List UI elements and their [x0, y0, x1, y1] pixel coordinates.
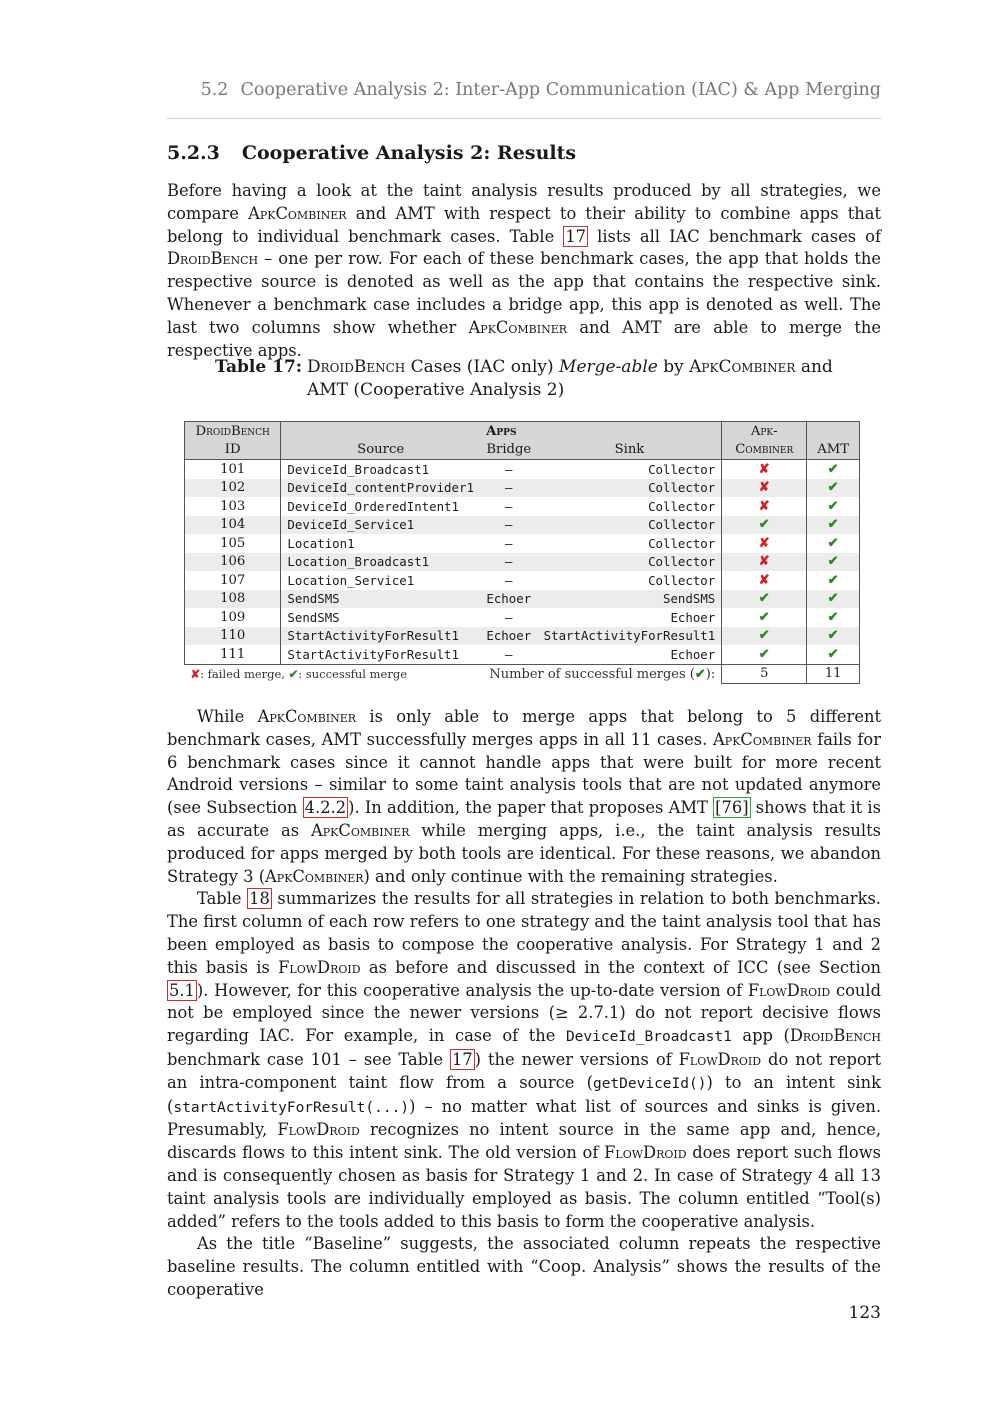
- cell-sink: Collector: [538, 479, 722, 498]
- cell-sink: Echoer: [538, 645, 722, 664]
- table-row: [185, 571, 860, 590]
- cell-amt: ✔: [807, 590, 860, 609]
- cell-source: DeviceId_OrderedIntent1: [287, 498, 459, 514]
- cell-source: Location_Service1: [287, 572, 415, 588]
- cell-bridge: —: [505, 572, 513, 588]
- subsection-heading: [167, 142, 576, 164]
- cell-bridge: —: [505, 535, 513, 551]
- cell-bridge: —: [480, 553, 538, 572]
- col-header-sink: Sink: [538, 441, 722, 460]
- cell-id: 106: [185, 553, 281, 572]
- apk-success-count: 5: [722, 664, 807, 684]
- cell-source: SendSMS: [287, 609, 340, 625]
- cell-sink: StartActivityForResult1: [538, 627, 722, 646]
- header-section-title: Cooperative Analysis 2: Inter-App Communication (IAC) & App Merging: [240, 80, 881, 100]
- subsection-4-2-2-link[interactable]: 4.2.2: [304, 798, 347, 818]
- body-text: [167, 706, 881, 1302]
- col-header-bridge: Bridge: [480, 441, 538, 460]
- cell-amt: ✔: [807, 571, 860, 590]
- header-section-number: 5.2: [200, 80, 229, 100]
- cell-apkcombiner: ✘: [722, 571, 807, 590]
- cell-bridge: —: [480, 516, 538, 535]
- col-header-source: Source: [281, 441, 480, 460]
- amt-success-count: 11: [807, 664, 860, 684]
- cell-id: 102: [185, 479, 281, 498]
- col-header-amt: AMT: [807, 441, 860, 460]
- cell-id: 104: [185, 516, 281, 535]
- table-row: [185, 608, 860, 627]
- table-17-link-2[interactable]: 17: [451, 1049, 473, 1069]
- cell-id: 111: [185, 645, 281, 664]
- cell-source: SendSMS: [281, 590, 480, 609]
- col-header-apkcombiner: Combiner: [722, 441, 807, 460]
- cell-sink: Collector: [538, 460, 722, 479]
- subsection-title: Cooperative Analysis 2: Results: [241, 142, 577, 164]
- section-5-1-link[interactable]: 5.1: [169, 980, 195, 1000]
- table-row: [185, 497, 860, 516]
- cell-id: 103: [185, 497, 281, 516]
- table-row: [185, 534, 860, 553]
- cell-id: 101: [185, 460, 281, 479]
- paragraph-4: As the title “Baseline” suggests, the associated column repeats the respective baseline results. The column entitled with “Coop. Analysis” shows the results of the cooperative: [167, 1234, 881, 1299]
- cell-amt: ✔: [807, 497, 860, 516]
- cell-bridge: Echoer: [480, 627, 538, 646]
- cell-bridge: —: [480, 645, 538, 664]
- cell-source: Location_Broadcast1: [281, 553, 480, 572]
- cell-id: 108: [185, 590, 281, 609]
- table-row: [185, 645, 860, 664]
- cell-source: DeviceId_Broadcast1: [287, 461, 430, 477]
- table-row: [185, 460, 860, 479]
- table-row: [185, 553, 860, 572]
- table-legend: ✘: failed merge, ✔: successful merge Number of successful merges (✔):: [190, 666, 716, 682]
- cell-amt: ✔: [807, 516, 860, 535]
- cell-apkcombiner: ✔: [722, 645, 807, 664]
- paragraph-1: Before having a look at the taint analysis results produced by all strategies, we compare ApkCombiner and AMT with respect to their ability to combine apps that belong to individual benchmark cases. Table 17 lists all IAC benchmark cases of DroidBench – one per row. For each of these benchmark cases, the app that holds the respective source is denoted as well as the app that contains the respective sink. Whenever a benchmark case includes a bridge app, this app is denoted as well. The last two columns show whether ApkCombiner and AMT are able to merge the respective apps.: [167, 181, 882, 360]
- cell-sink: Collector: [538, 571, 722, 590]
- table-row: [185, 627, 860, 646]
- header-rule: [167, 118, 881, 119]
- cell-amt: ✔: [807, 645, 860, 664]
- caption-text: DroidBench Cases (IAC only) Merge-able by ApkCombiner and AMT (Cooperative Analysis 2): [307, 357, 833, 400]
- cell-bridge: —: [505, 461, 513, 477]
- citation-76-link[interactable]: [76]: [715, 798, 749, 818]
- col-header-id: ID: [185, 441, 281, 460]
- cell-apkcombiner: ✘: [722, 534, 807, 553]
- cell-amt: ✔: [807, 608, 860, 627]
- table-row: [185, 590, 860, 609]
- cell-apkcombiner: ✔: [722, 608, 807, 627]
- cell-source: StartActivityForResult1: [281, 645, 480, 664]
- cell-amt: ✔: [807, 460, 860, 479]
- cell-source: Location1: [287, 535, 355, 551]
- table-row: [185, 479, 860, 498]
- cell-apkcombiner: ✘: [722, 497, 807, 516]
- paragraph-3: Table 18 summarizes the results for all strategies in relation to both benchmarks. The first column of each row refers to one strategy and the taint analysis tool that has been employed as basis to compose the cooperative analysis. For Strategy 1 and 2 this basis is FlowDroid as before and discussed in the context of ICC (see Section 5.1 ). However, for this cooperative analysis the up-to-date version of FlowDroid could not be employed since the newer versions (≥ 2.7.1) do not report decisive flows regarding IAC. For example, in case of the DeviceId_Broadcast1 app (DroidBench benchmark case 101 – see Table 17 ) the newer versions of FlowDroid do not report an intra-component taint flow from a source (getDeviceId()) to an intent sink (startActivityForResult(...)) – no matter what list of sources and sinks is given. Presumably, FlowDroid recognizes no intent source in the same app and, hence, discards flows to this intent sink. The old version of FlowDroid does report such flows and is consequently chosen as basis for Strategy 1 and 2. In case of Strategy 4 all 13 taint analysis tools are individually employed as basis. The column entitled “Tool(s) added” refers to the tools added to this basis to form the cooperative analysis.: [167, 889, 882, 1231]
- cell-sink: Collector: [538, 497, 722, 516]
- cell-id: 110: [185, 627, 281, 646]
- cell-sink: Collector: [538, 553, 722, 572]
- cell-bridge: Echoer: [480, 590, 538, 609]
- running-header: [201, 80, 881, 100]
- cell-source: DeviceId_contentProvider1: [281, 479, 480, 498]
- table-row: [185, 516, 860, 535]
- cell-sink: Collector: [538, 534, 722, 553]
- table-17-link[interactable]: 17: [565, 226, 587, 246]
- cell-apkcombiner: ✔: [722, 590, 807, 609]
- cell-bridge: —: [505, 498, 513, 514]
- caption-label: Table 17:: [215, 357, 303, 377]
- table-caption: [215, 356, 845, 402]
- cell-amt: ✔: [807, 553, 860, 572]
- cell-sink: Echoer: [538, 608, 722, 627]
- col-header-id-top: DroidBench: [185, 422, 281, 441]
- benchmark-table: [184, 421, 860, 684]
- cell-apkcombiner: ✘: [722, 460, 807, 479]
- cell-amt: ✔: [807, 479, 860, 498]
- cell-apkcombiner: ✔: [722, 516, 807, 535]
- table-18-link[interactable]: 18: [249, 889, 270, 909]
- cell-source: StartActivityForResult1: [281, 627, 480, 646]
- cell-amt: ✔: [807, 534, 860, 553]
- subsection-number: 5.2.3: [167, 142, 220, 164]
- cell-apkcombiner: ✘: [722, 479, 807, 498]
- cell-id: 105: [185, 534, 281, 553]
- table-body: [185, 460, 860, 665]
- cell-sink: SendSMS: [538, 590, 722, 609]
- cell-apkcombiner: ✔: [722, 627, 807, 646]
- cell-id: 107: [185, 571, 281, 590]
- col-header-apk-top: Apk-: [722, 422, 807, 441]
- cell-amt: ✔: [807, 627, 860, 646]
- page-number: 123: [848, 1303, 881, 1323]
- col-header-apps: Apps: [281, 422, 722, 441]
- cell-bridge: —: [505, 609, 513, 625]
- cell-apkcombiner: ✘: [722, 553, 807, 572]
- cell-bridge: —: [480, 479, 538, 498]
- paragraph-2: While ApkCombiner is only able to merge apps that belong to 5 different benchmark cases, AMT successfully merges apps in all 11 cases. ApkCombiner fails for 6 benchmark cases since it cannot handle apps that were built for more recent Android versions – similar to some taint analysis tools that are not updated anymore (see Subsection 4.2.2 ). In addition, the paper that proposes AMT [76] shows that it is as accurate as ApkCombiner while merging apps, i.e., the taint analysis results produced for apps merged by both tools are identical. For these reasons, we abandon Strategy 3 (ApkCombiner) and only continue with the remaining strategies.: [167, 707, 881, 886]
- cell-sink: Collector: [538, 516, 722, 535]
- cell-id: 109: [185, 608, 281, 627]
- cell-source: DeviceId_Service1: [281, 516, 480, 535]
